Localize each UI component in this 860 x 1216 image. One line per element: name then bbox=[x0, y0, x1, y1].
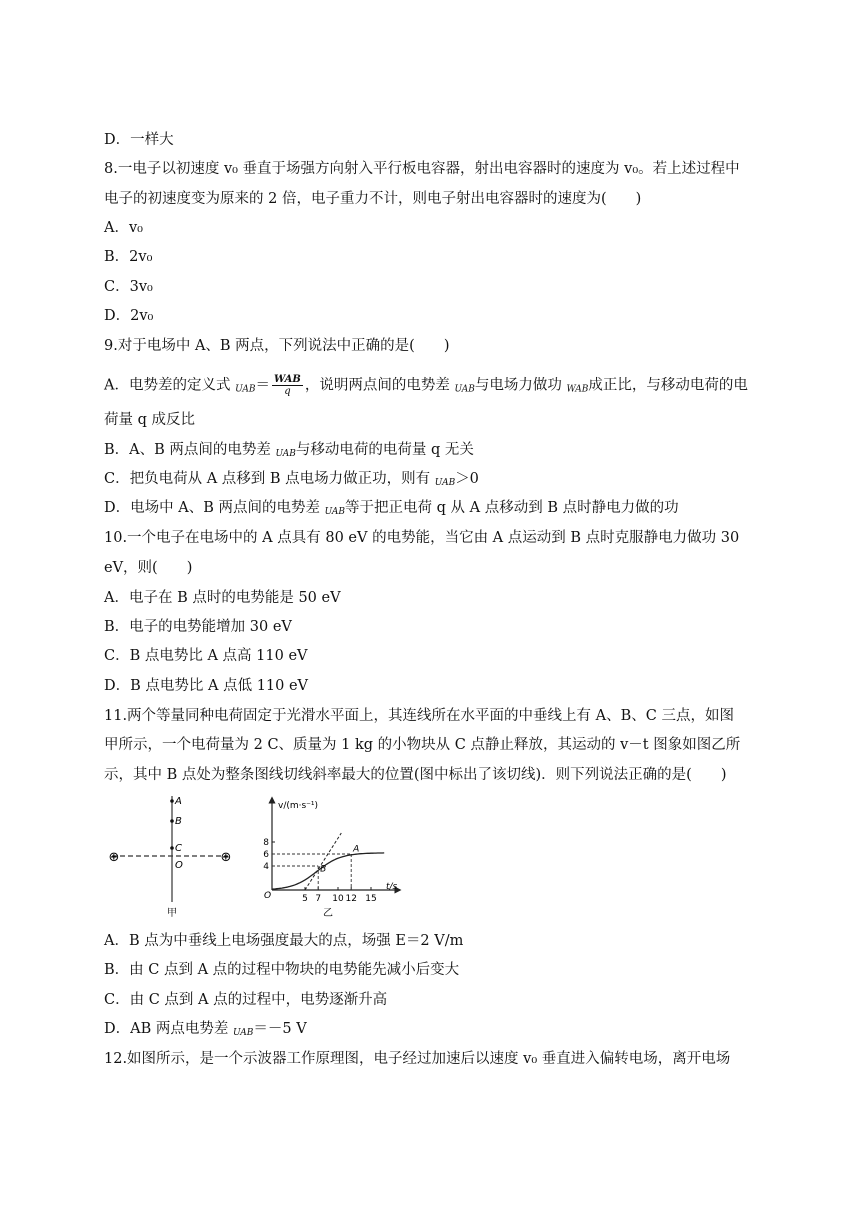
y-tick-label: 8 bbox=[263, 838, 269, 848]
vt-curve bbox=[272, 853, 384, 889]
caption-yi: 乙 bbox=[323, 908, 333, 919]
q9-stem: 9.对于电场中 A、B 两点，下列说法中正确的是( ) bbox=[104, 338, 450, 354]
right-charge-icon: ⊕ bbox=[220, 850, 232, 865]
symbol-uab: UAB bbox=[275, 449, 296, 459]
label-a: A bbox=[175, 796, 182, 807]
q9-d-text: D．电场中 A、B 两点间的电势差 bbox=[104, 500, 325, 516]
x-tick-label: 15 bbox=[365, 894, 377, 904]
q8-stem-line2: 电子的初速度变为原来的 2 倍，电子重力不计，则电子射出电容器时的速度为( ) bbox=[104, 191, 642, 207]
q11-option-b: B．由 C 点到 A 点的过程中物块的电势能先减小后变大 bbox=[104, 962, 460, 978]
x-tick-label: 10 bbox=[332, 894, 344, 904]
fraction-numerator: WAB bbox=[274, 374, 301, 385]
label-o: O bbox=[175, 860, 183, 871]
label-c: C bbox=[175, 843, 182, 854]
q9-option-a-line2: 荷量 q 成反比 bbox=[104, 412, 195, 428]
fraction-denominator: q bbox=[284, 386, 291, 397]
q11-stem-line3: 示，其中 B 点处为整条图线切线斜率最大的位置(图中标出了该切线)．则下列说法正确的是( ) bbox=[104, 767, 727, 783]
q11-stem-line2: 甲所示，一个电荷量为 2 C、质量为 1 kg 的小物块从 C 点静止释放，其运动的 v－t 图象如图乙所 bbox=[104, 737, 741, 753]
q11-option-c: C．由 C 点到 A 点的过程中，电势逐渐升高 bbox=[104, 992, 388, 1008]
symbol-uab: UAB bbox=[232, 1028, 254, 1038]
q11-option-d bbox=[104, 1019, 307, 1043]
figure-yi-vt-graph bbox=[258, 794, 408, 920]
x-tick-label: 7 bbox=[315, 894, 322, 904]
q8-option-b: B．2v₀ bbox=[104, 249, 153, 265]
point-b-dot bbox=[170, 819, 174, 823]
x-tick-label: 12 bbox=[345, 894, 357, 904]
symbol-wab: WAB bbox=[566, 384, 589, 395]
q12-stem-line1: 12.如图所示，是一个示波器工作原理图，电子经过加速后以速度 v₀ 垂直进入偏转电场，离开电场 bbox=[104, 1051, 731, 1067]
equals-sign: ＝ bbox=[255, 377, 271, 394]
q10-option-a: A．电子在 B 点时的电势能是 50 eV bbox=[104, 590, 341, 606]
q8-option-d: D．2v₀ bbox=[104, 308, 154, 324]
q11-option-a: A．B 点为中垂线上电场强度最大的点，场强 E＝2 V/m bbox=[104, 933, 464, 949]
q9-a-text: 成正比，与移动电荷的电 bbox=[588, 377, 748, 394]
q9-option-d bbox=[104, 498, 679, 522]
q9-c-text: ＞0 bbox=[455, 471, 479, 487]
tangent-line bbox=[305, 833, 341, 890]
q11-d-text: ＝－5 V bbox=[253, 1021, 307, 1037]
x-tick-label: 5 bbox=[302, 894, 308, 904]
symbol-uab: UAB bbox=[434, 478, 456, 488]
q8-stem-line1: 8.一电子以初速度 v₀ 垂直于场强方向射入平行板电容器，射出电容器时的速度为 v₀。若上述过程中 bbox=[104, 161, 740, 177]
q11-stem-line1: 11.两个等量同种电荷固定于光滑水平面上，其连线所在水平面的中垂线上有 A、B、C 三点，如图 bbox=[104, 708, 734, 724]
q9-option-c bbox=[104, 469, 479, 493]
q9-b-text: B．A、B 两点间的电势差 bbox=[104, 442, 276, 458]
q9-a-text: A．电势差的定义式 bbox=[104, 377, 236, 394]
y-tick-label: 6 bbox=[263, 850, 269, 860]
q10-option-b: B．电子的电势能增加 30 eV bbox=[104, 619, 292, 635]
q9-d-text: 等于把正电荷 q 从 A 点移动到 B 点时静电力做的功 bbox=[345, 500, 679, 516]
q7-option-d: D．一样大 bbox=[104, 132, 174, 148]
q9-option-b bbox=[104, 440, 474, 464]
graph-point-b-label: B bbox=[320, 864, 327, 875]
definition-fraction bbox=[272, 374, 303, 397]
q8-option-c: C．3v₀ bbox=[104, 279, 153, 295]
origin-label: O bbox=[264, 891, 272, 901]
symbol-uab: UAB bbox=[454, 384, 475, 395]
q10-stem-line1: 10.一个电子在电场中的 A 点具有 80 eV 的电势能，当它由 A 点运动到 B 点时克服静电力做功 30 bbox=[104, 530, 740, 546]
figure-jia bbox=[104, 790, 244, 922]
left-charge-icon: ⊕ bbox=[108, 850, 120, 865]
q9-b-text: 与移动电荷的电荷量 q 无关 bbox=[295, 442, 474, 458]
q9-c-text: C．把负电荷从 A 点移到 B 点电场力做正功，则有 bbox=[104, 471, 435, 487]
q9-a-text: 与电场力做功 bbox=[474, 377, 567, 394]
q10-option-c: C．B 点电势比 A 点高 110 eV bbox=[104, 648, 308, 664]
point-a-dot bbox=[170, 799, 174, 803]
q10-option-d: D．B 点电势比 A 点低 110 eV bbox=[104, 678, 309, 694]
q11-d-text: D．AB 两点电势差 bbox=[104, 1021, 233, 1037]
q8-option-a: A．v₀ bbox=[104, 220, 143, 236]
caption-jia: 甲 bbox=[167, 908, 177, 919]
symbol-uab: UAB bbox=[324, 507, 346, 517]
y-tick-label: 4 bbox=[263, 862, 269, 872]
graph-guides bbox=[272, 854, 351, 890]
graph-point-a-label: A bbox=[353, 844, 360, 855]
v-axis-label: v/(m·s⁻¹) bbox=[278, 801, 319, 811]
q9-a-text: ，说明两点间的电势差 bbox=[304, 377, 455, 394]
symbol-uab: UAB bbox=[235, 384, 256, 395]
point-c-dot bbox=[170, 846, 174, 850]
label-b: B bbox=[175, 816, 182, 827]
q10-stem-line2: eV，则( ) bbox=[104, 560, 193, 576]
t-axis-label: t/s bbox=[386, 882, 398, 892]
q9-option-a-line1 bbox=[104, 374, 748, 400]
